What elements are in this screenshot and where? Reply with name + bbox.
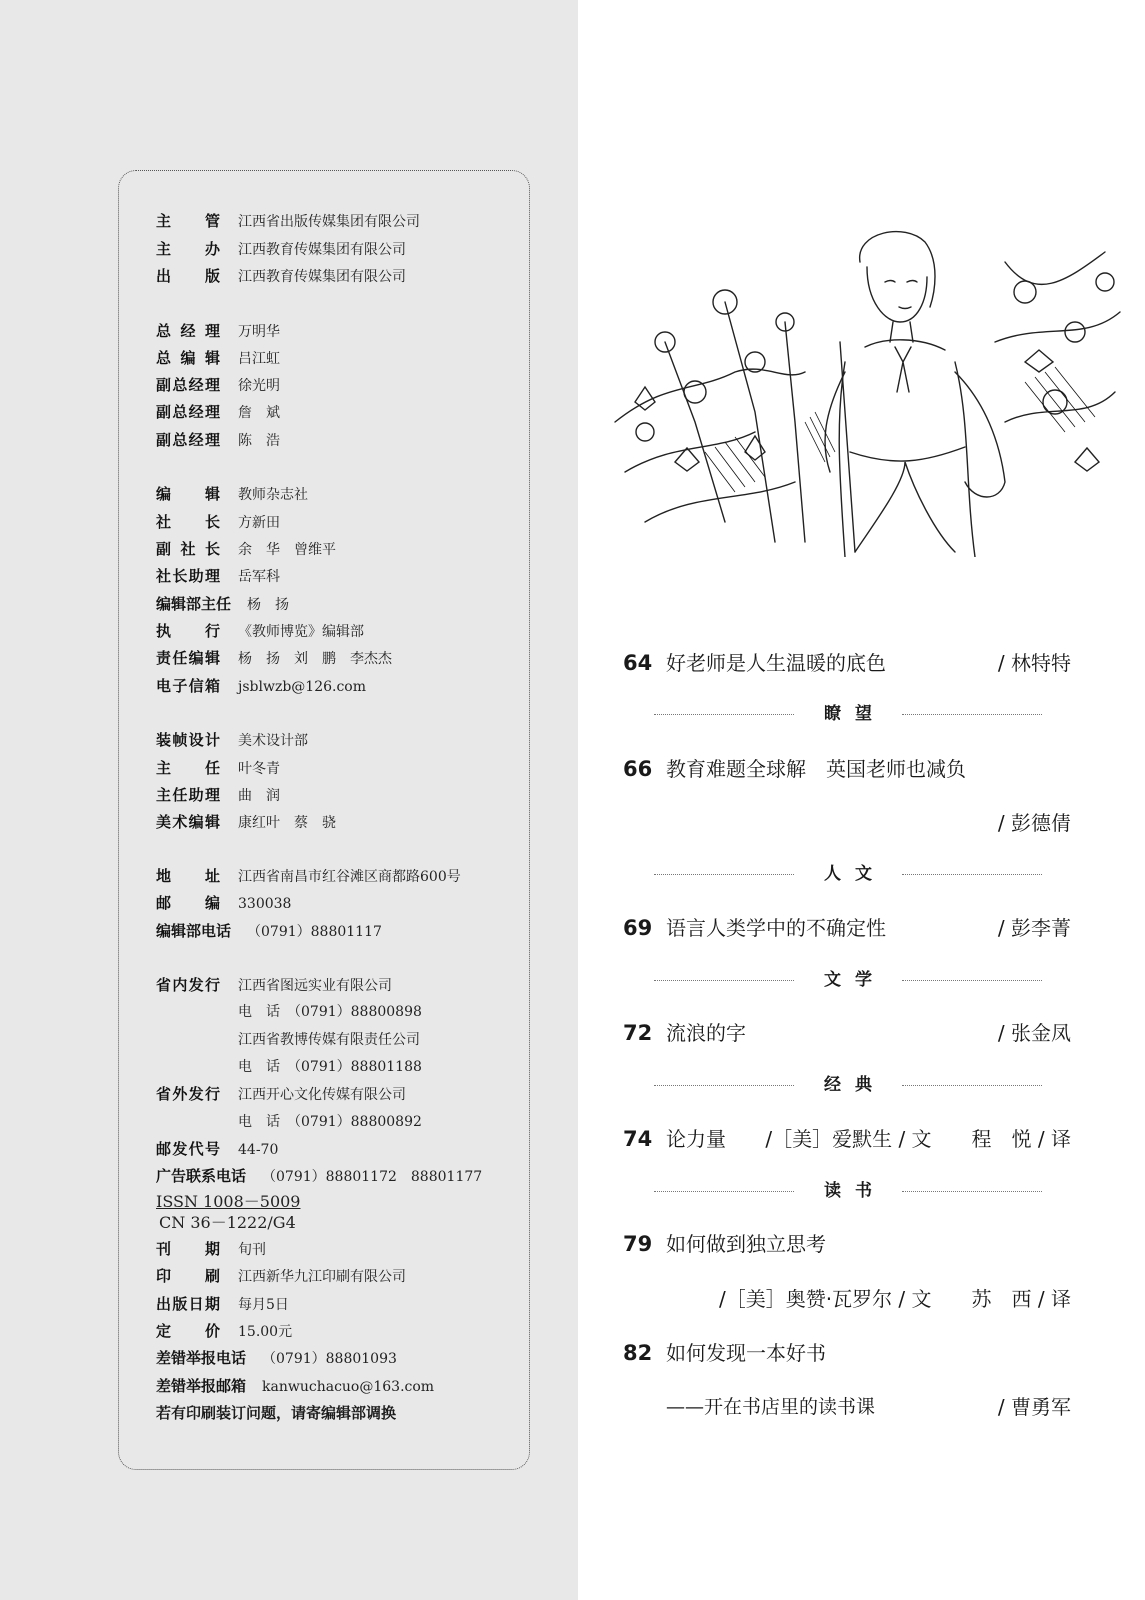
section-header	[654, 968, 1042, 992]
cn-number: CN 36－1222/G4	[159, 1213, 296, 1232]
masthead-row: 出 版 江西教育传媒集团有限公司	[156, 267, 406, 285]
toc-page-number: 79	[623, 1232, 653, 1256]
toc-page-number: 82	[623, 1341, 653, 1365]
section-header	[654, 702, 1042, 726]
masthead-row: 定 价 15.00元	[156, 1322, 293, 1340]
toc-author: / 张金凤	[997, 1021, 1071, 1045]
masthead-row: 江西省教博传媒有限责任公司	[238, 1032, 420, 1048]
masthead-row: 邮 编 330038	[156, 894, 292, 912]
masthead-row: 社 长 方新田	[156, 513, 280, 531]
toc-page-number: 74	[623, 1127, 653, 1151]
section-divider	[902, 1085, 1042, 1086]
masthead-row: 广告联系电话 （0791）88801172 88801177	[156, 1167, 483, 1185]
section-name: 读书	[824, 1181, 886, 1201]
masthead-row: 社长助理 岳军科	[156, 567, 280, 585]
toc-article-title[interactable]: 语言人类学中的不确定性	[666, 916, 886, 940]
masthead-row: 邮发代号 44-70	[156, 1140, 279, 1158]
toc-article-title[interactable]: 教育难题全球解 英国老师也减负	[666, 757, 966, 781]
section-divider	[902, 1191, 1042, 1192]
masthead-row: 责任编辑 杨 扬 刘 鹏 李杰杰	[156, 649, 392, 667]
masthead-row: 副总经理 陈 浩	[156, 431, 280, 449]
toc-article-title[interactable]: 好老师是人生温暖的底色	[666, 651, 886, 675]
section-name: 人文	[824, 864, 886, 884]
masthead-row: 执 行 《教师博览》编辑部	[156, 622, 364, 640]
masthead-row: 电 话 （0791）88801188	[238, 1059, 422, 1075]
masthead-row: 省外发行 江西开心文化传媒有限公司	[156, 1085, 406, 1103]
toc-page-number: 64	[623, 651, 653, 675]
section-divider	[902, 980, 1042, 981]
toc-article-title[interactable]: 流浪的字	[666, 1021, 746, 1045]
masthead-row: 印 刷 江西新华九江印刷有限公司	[156, 1267, 406, 1285]
masthead-footer-note: 若有印刷装订问题，请寄编辑部调换	[156, 1404, 397, 1422]
masthead-row: 电 话 （0791）88800892	[238, 1114, 422, 1130]
masthead-row: 副总经理 詹 斌	[156, 403, 280, 421]
toc-article-title[interactable]: 如何做到独立思考	[666, 1232, 826, 1256]
masthead-row: 差错举报邮箱 kanwuchacuo@163.com	[156, 1377, 435, 1395]
masthead-row: 总经理 万明华	[156, 322, 280, 340]
masthead-row: 主 办 江西教育传媒集团有限公司	[156, 240, 406, 258]
masthead-row: 主 管 江西省出版传媒集团有限公司	[156, 212, 420, 230]
toc-page-number: 66	[623, 757, 653, 781]
masthead-row: 总编辑 吕江虹	[156, 349, 280, 367]
masthead-row: 主任助理 曲 润	[156, 786, 280, 804]
toc-page-number: 72	[623, 1021, 653, 1045]
masthead-row: 编辑部电话 （0791）88801117	[156, 922, 382, 940]
masthead-row: 编 辑 教师杂志社	[156, 485, 308, 503]
masthead-row: 差错举报电话 （0791）88801093	[156, 1349, 397, 1367]
masthead-row: 省内发行 江西省图远实业有限公司	[156, 976, 392, 994]
toc-article-title[interactable]: 论力量	[666, 1127, 726, 1151]
section-header	[654, 1073, 1042, 1097]
section-name: 瞭望	[824, 704, 886, 724]
section-header	[654, 1179, 1042, 1203]
masthead-row: 地 址 江西省南昌市红谷滩区商都路600号	[156, 867, 461, 885]
masthead-row: 副社长 余 华 曾维平	[156, 540, 336, 558]
section-divider	[902, 874, 1042, 875]
section-divider	[902, 714, 1042, 715]
masthead-row: 副总经理 徐光明	[156, 376, 280, 394]
issn-number: ISSN 1008－5009	[156, 1192, 301, 1211]
toc-author: / 彭李菁	[997, 916, 1071, 940]
masthead-row: 电 话 （0791）88800898	[238, 1004, 422, 1020]
toc-author: /［美］爱默生 / 文 程 悦 / 译	[765, 1127, 1071, 1151]
masthead-row: 电子信箱 jsblwzb@126.com	[156, 677, 367, 695]
section-name: 经典	[824, 1075, 886, 1095]
toc-author: /［美］奥赞·瓦罗尔 / 文 苏 西 / 译	[718, 1287, 1071, 1311]
masthead-row: 刊 期 旬刊	[156, 1240, 266, 1258]
masthead-row: 编辑部主任 杨 扬	[156, 595, 290, 613]
section-name: 文学	[824, 970, 886, 990]
toc-article-title[interactable]: 如何发现一本好书	[666, 1341, 826, 1365]
toc-author: / 曹勇军	[997, 1395, 1071, 1419]
toc-page-number: 69	[623, 916, 653, 940]
toc-article-subtitle: ——开在书店里的读书课	[666, 1396, 876, 1418]
masthead-row: 主 任 叶冬青	[156, 759, 280, 777]
toc-author: / 林特特	[997, 651, 1071, 675]
masthead-row: 装帧设计 美术设计部	[156, 731, 308, 749]
toc-author: / 彭德倩	[997, 811, 1071, 835]
masthead-row: 出版日期 每月5日	[156, 1295, 289, 1313]
masthead-row: 美术编辑 康红叶 蔡 骁	[156, 813, 336, 831]
section-header	[654, 862, 1042, 886]
